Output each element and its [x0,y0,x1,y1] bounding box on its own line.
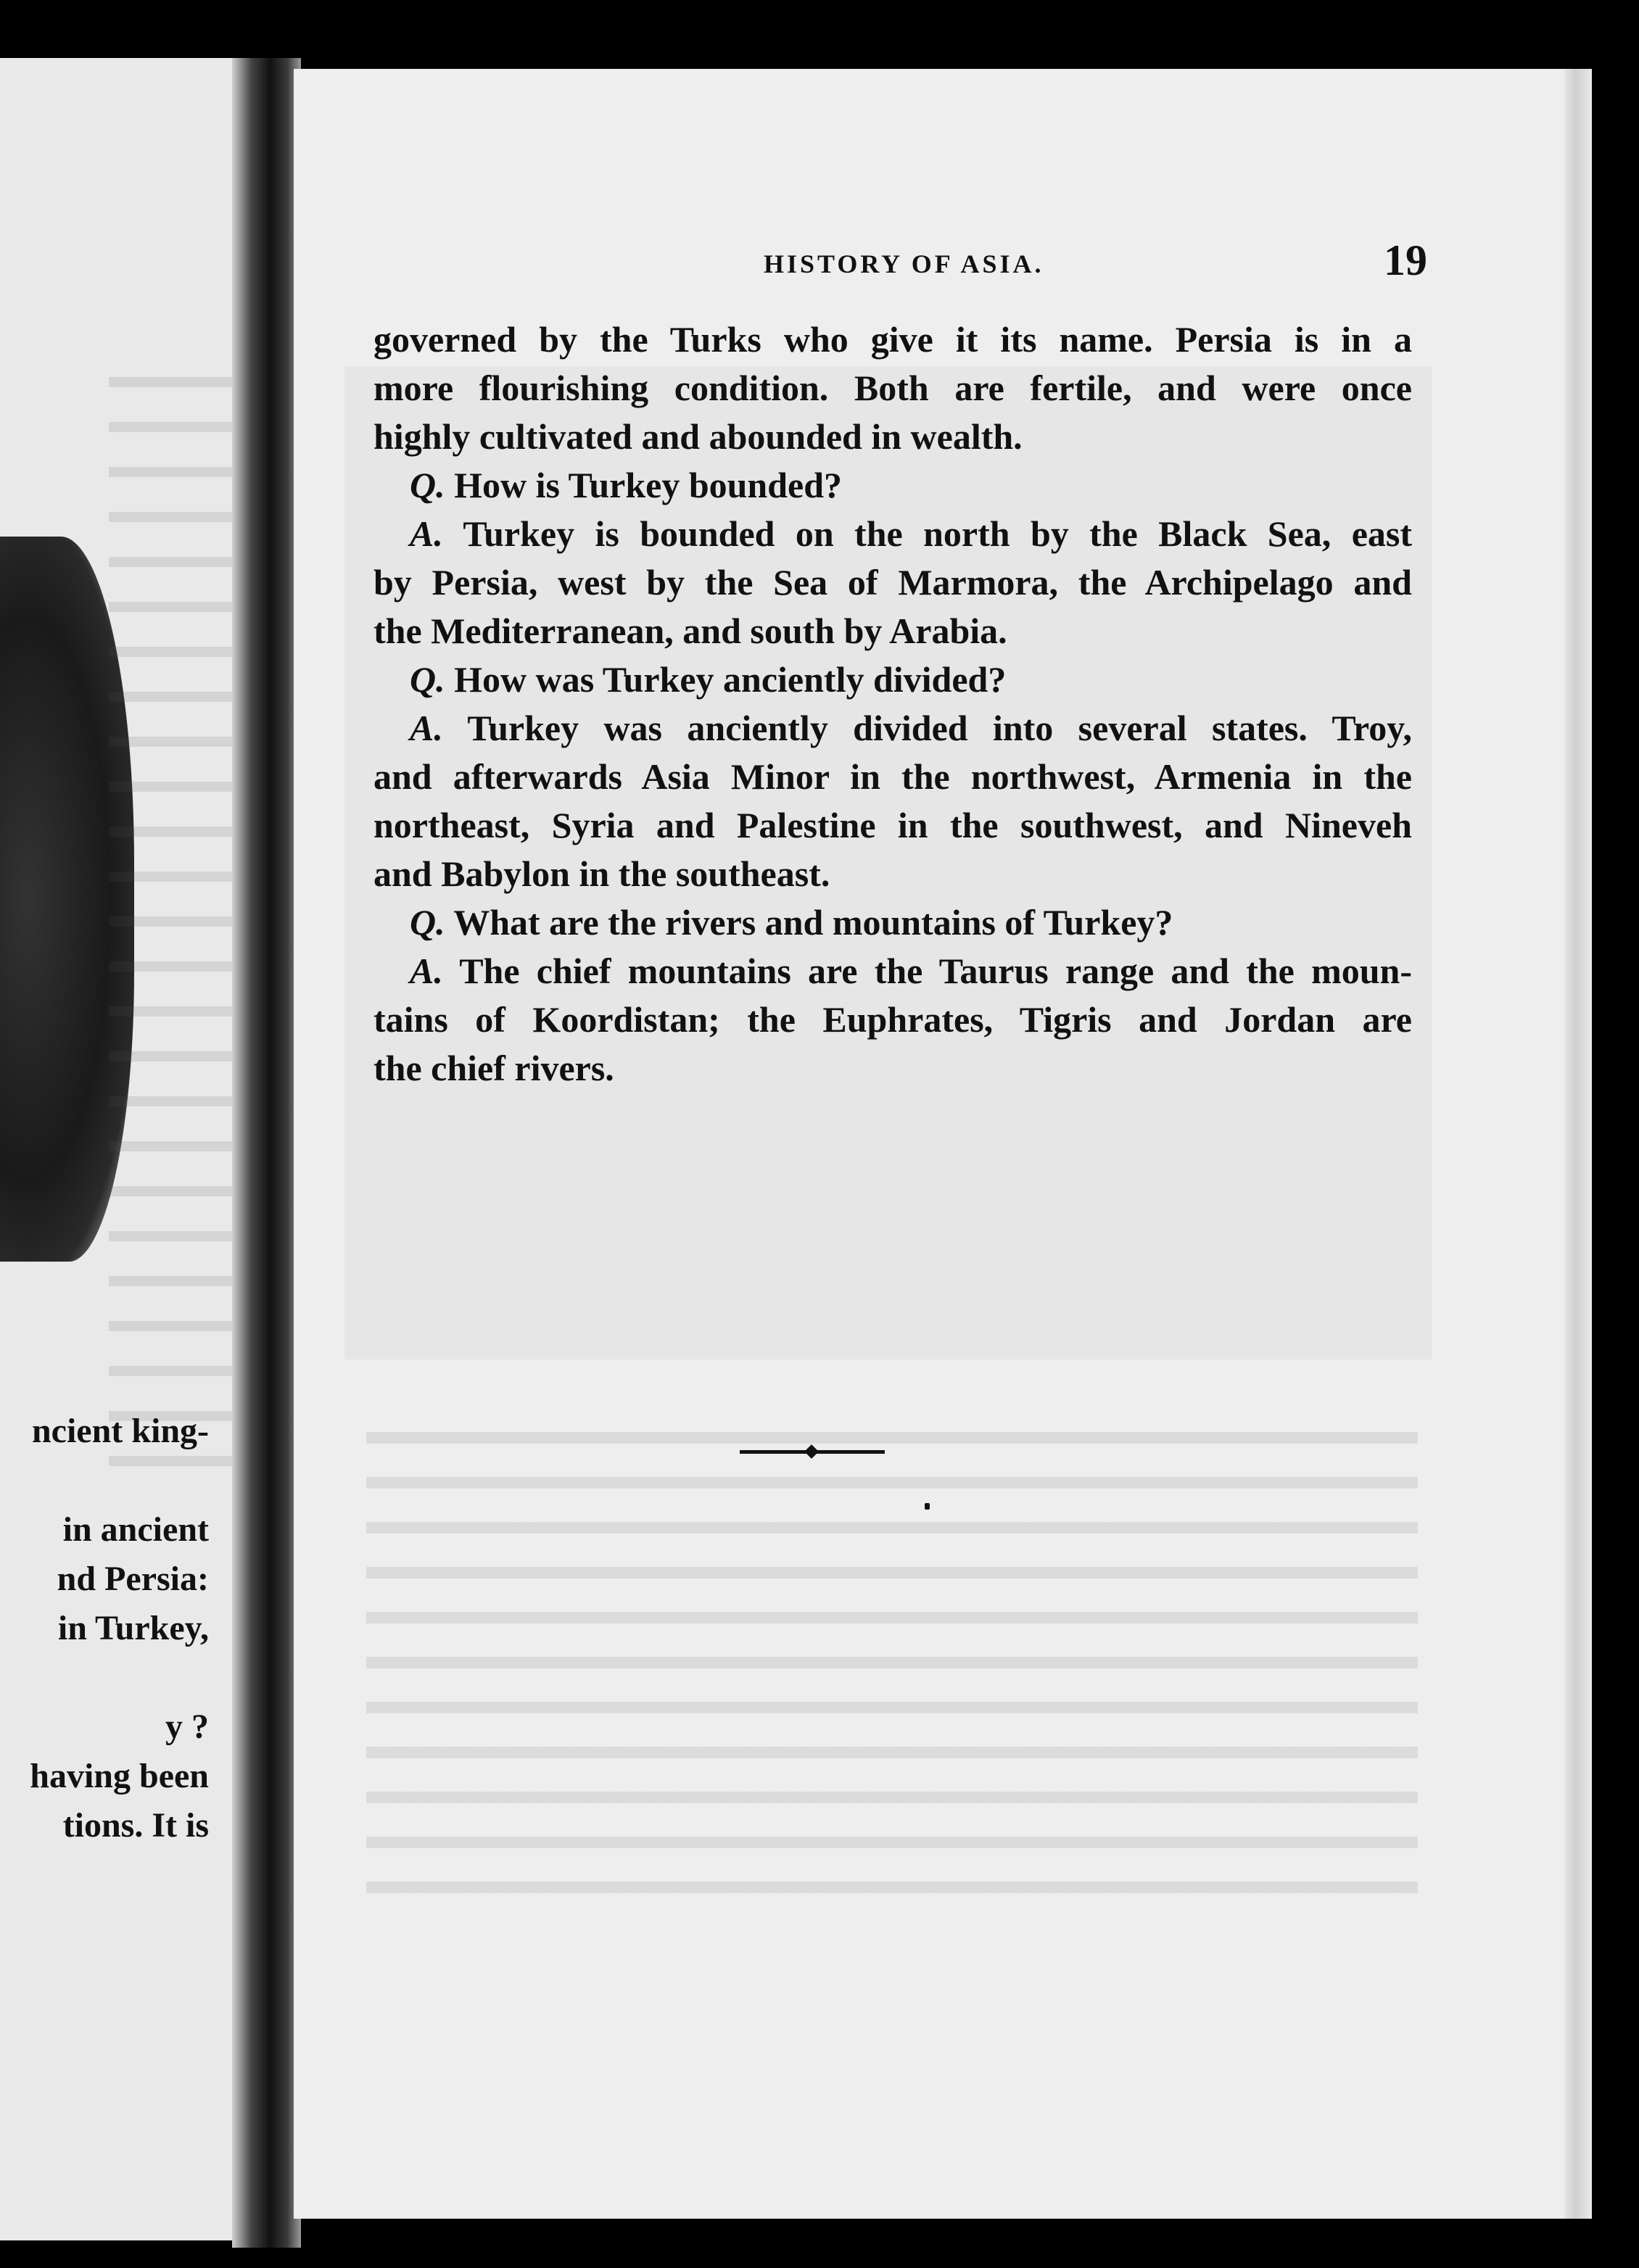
divider-diamond-icon [804,1444,819,1459]
answer-text: The chief mountains are the Taurus range and the moun- [459,951,1412,991]
left-page-text [0,1407,261,1850]
running-head: HISTORY OF ASIA. [764,249,1044,278]
question-text: How is Turkey bounded? [454,465,843,505]
ink-dot [925,1503,930,1510]
answer-marker: A. [410,951,443,991]
right-page [294,69,1592,2219]
answer-line [373,510,1412,558]
left-page-line: in ancient [62,1510,209,1549]
text-line: highly cultivated and abounded in wealth. [373,416,1023,457]
answer-text: Turkey is bounded on the north by the Black Sea, east [463,513,1412,554]
left-page-line [0,1456,261,1505]
question-marker: Q. [410,465,445,505]
page-edge [1564,69,1592,2219]
text-line: and afterwards Asia Minor in the northwest, Armenia in the [373,756,1412,797]
book-gutter [232,58,301,2248]
text-line: governed by the Turks who give it its name. Persia is in a [373,319,1412,360]
answer-marker: A. [410,513,443,554]
text-line: the chief rivers. [373,1048,614,1088]
text-line: more flourishing condition. Both are fertile, and were once [373,368,1412,408]
body-text [373,315,1412,1093]
left-page-line: ncient king- [31,1412,209,1450]
question-marker: Q. [410,902,445,943]
question-text: How was Turkey anciently divided? [454,659,1007,700]
text-line: and Babylon in the southeast. [373,853,830,894]
left-page-line [0,1653,261,1702]
text-show-through [366,1432,1418,1903]
text-line: the Mediterranean, and south by Arabia. [373,611,1007,651]
question-line [373,461,1412,510]
answer-line [373,947,1412,996]
left-page [0,58,261,2240]
question-line [373,655,1412,704]
left-page-line: in Turkey, [57,1609,209,1647]
left-page-line: having been [30,1757,209,1795]
left-page-line: tions. It is [62,1806,209,1845]
answer-text: Turkey was anciently divided into several states. Troy, [467,708,1412,748]
text-line: by Persia, west by the Sea of Marmora, the Archipelago and [373,562,1412,603]
question-marker: Q. [410,659,445,700]
answer-marker: A. [410,708,443,748]
question-text: What are the rivers and mountains of Turkey? [453,902,1173,943]
left-page-line: y ? [165,1708,209,1746]
section-divider-ornament [740,1447,885,1457]
text-line: northeast, Syria and Palestine in the southwest, and Nineveh [373,805,1412,845]
question-line [373,898,1412,947]
page-number: 19 [1384,236,1427,284]
text-line: tains of Koordistan; the Euphrates, Tigris and Jordan are [373,999,1412,1040]
answer-line [373,704,1412,753]
left-page-line: nd Persia: [57,1560,209,1598]
